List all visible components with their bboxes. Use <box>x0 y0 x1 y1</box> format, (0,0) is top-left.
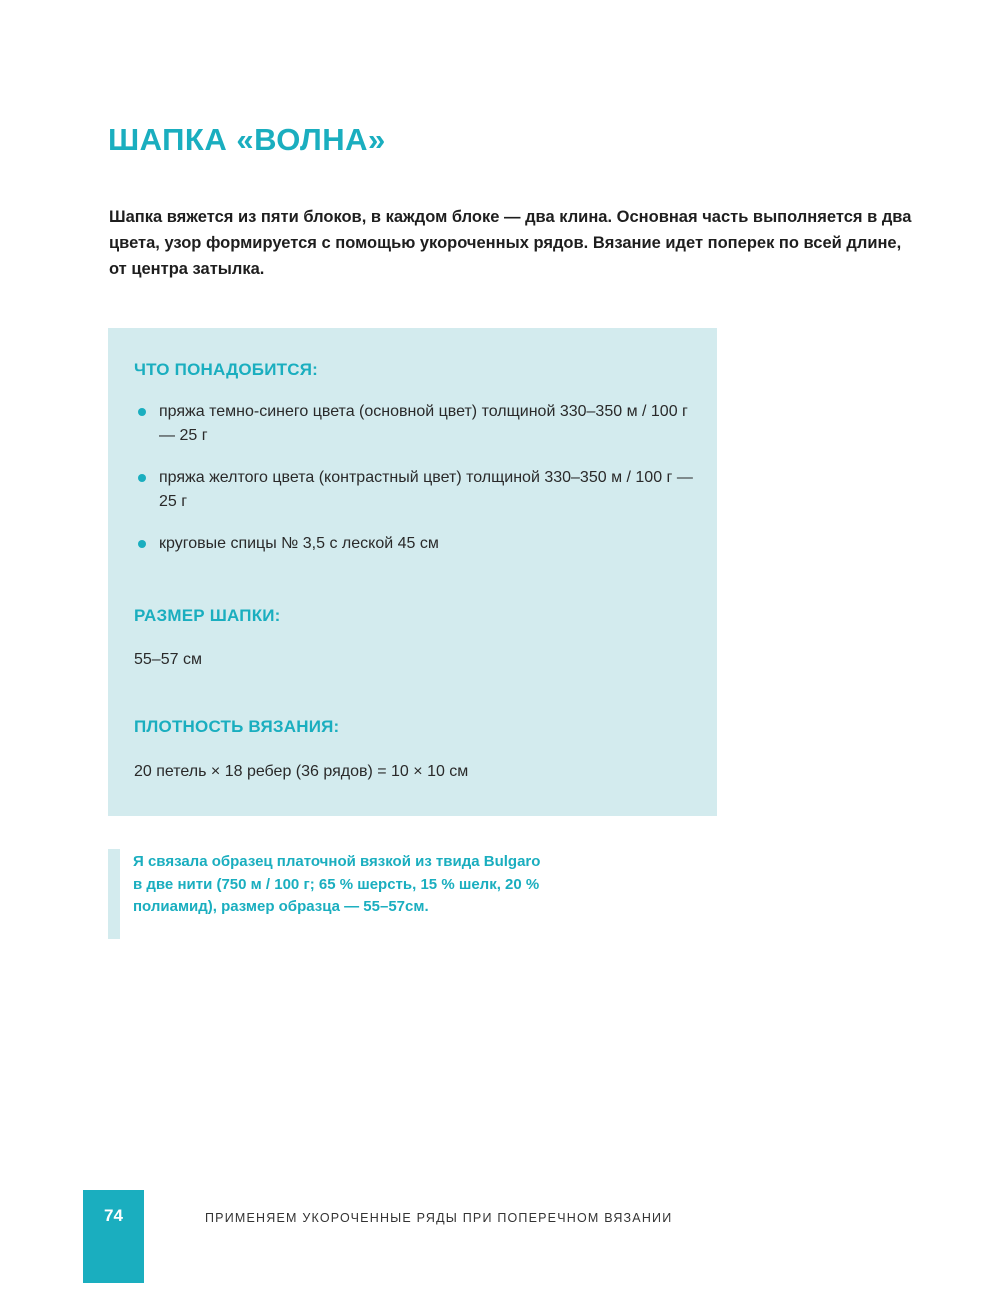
page-number: 74 <box>104 1206 123 1225</box>
running-head: ПРИМЕНЯЕМ УКОРОЧЕННЫЕ РЯДЫ ПРИ ПОПЕРЕЧНОМ ВЯЗАНИИ <box>205 1211 673 1225</box>
material-text: круговые спицы № 3,5 с леской 45 см <box>159 535 439 552</box>
materials-heading: ЧТО ПОНАДОБИТСЯ: <box>134 360 318 379</box>
bullet-icon <box>138 474 146 482</box>
material-text: пряжа желтого цвета (контрастный цвет) толщиной 330–350 м / 100 г — 25 г <box>159 469 693 510</box>
material-text: пряжа темно-синего цвета (основной цвет) толщиной 330–350 м / 100 г — 25 г <box>159 403 688 444</box>
note-accent-bar <box>108 849 120 939</box>
page-title: ШАПКА «ВОЛНА» <box>108 122 386 157</box>
materials-list <box>134 400 694 556</box>
gauge-value: 20 петель × 18 ребер (36 рядов) = 10 × 10 см <box>134 763 469 780</box>
author-note: Я связала образец платочной вязкой из твида Bulgaro в две нити (750 м / 100 г; 65 % шерсть, 15 % шелк, 20 % полиамид), размер образца — 55–57см. <box>133 853 541 915</box>
bullet-icon <box>138 408 146 416</box>
page-number-block <box>83 1190 144 1283</box>
bullet-icon <box>138 540 146 548</box>
intro-paragraph: Шапка вяжется из пяти блоков, в каждом блоке — два клина. Основная часть выполняется в два цвета, узор формируется с помощью укороченных рядов. Вязание идет поперек по всей длине, от центра затылка. <box>109 208 912 278</box>
list-item <box>134 400 694 448</box>
list-item <box>134 532 694 556</box>
size-value: 55–57 см <box>134 651 202 668</box>
gauge-heading: ПЛОТНОСТЬ ВЯЗАНИЯ: <box>134 717 340 736</box>
list-item <box>134 466 694 514</box>
size-heading: РАЗМЕР ШАПКИ: <box>134 606 281 625</box>
materials-infobox <box>108 328 717 816</box>
